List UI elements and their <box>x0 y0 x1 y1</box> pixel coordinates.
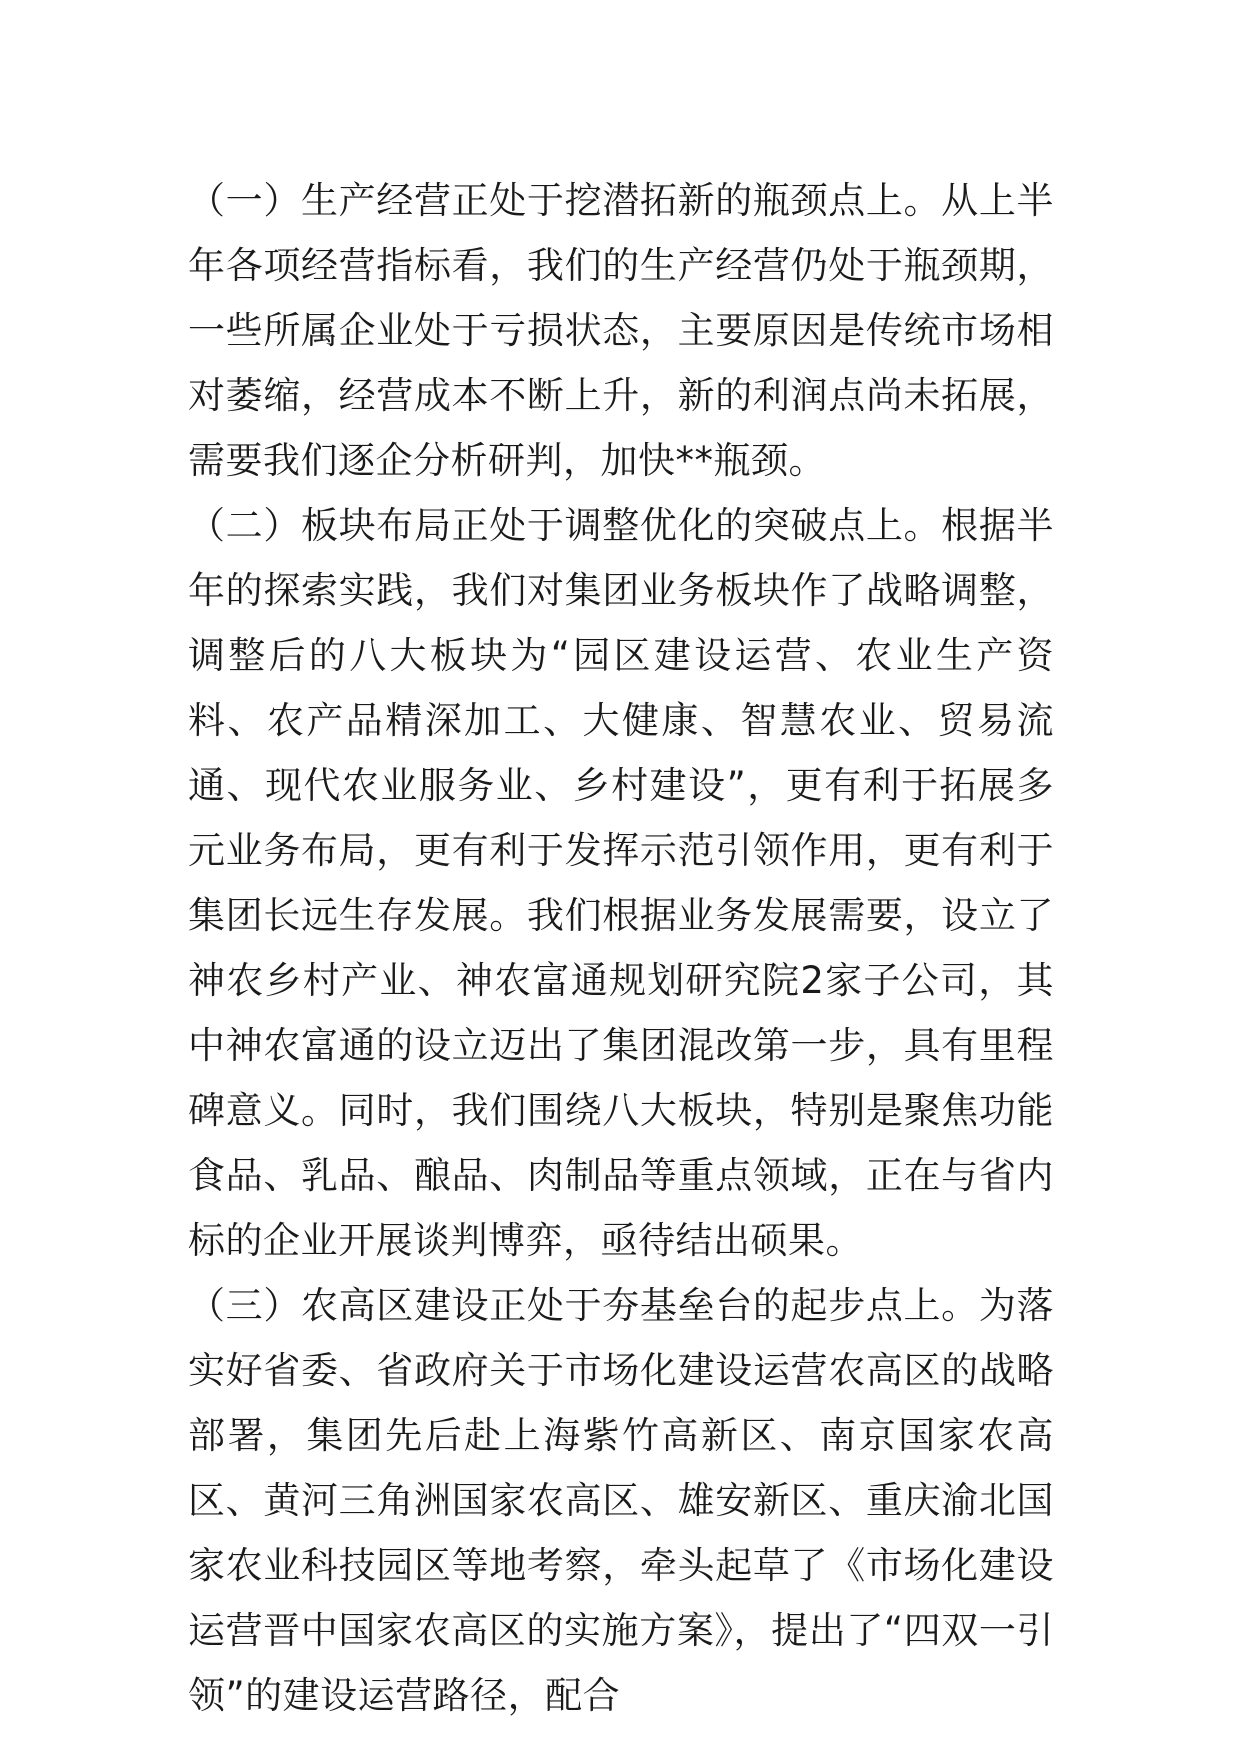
document-body <box>188 168 1054 1728</box>
paragraph-production-operation: （一）生产经营正处于挖潜拓新的瓶颈点上。从上半年各项经营指标看，我们的生产经营仍处于瓶颈期，一些所属企业处于亏损状态，主要原因是传统市场相对萎缩，经营成本不断上升，新的利润点尚未拓展，需要我们逐企分析研判，加快**瓶颈。 <box>188 179 1054 482</box>
paragraph-business-layout: （二）板块布局正处于调整优化的突破点上。根据半年的探索实践，我们对集团业务板块作了战略调整，调整后的八大板块为“园区建设运营、农业生产资料、农产品精深加工、大健康、智慧农业、贸易流通、现代农业服务业、乡村建设”，更有利于拓展多元业务布局，更有利于发挥示范引领作用，更有利于集团长远生存发展。我们根据业务发展需要，设立了神农乡村产业、神农富通规划研究院2家子公司，其中神农富通的设立迈出了集团混改第一步，具有里程碑意义。同时，我们围绕八大板块，特别是聚焦功能食品、乳品、酿品、肉制品等重点领域，正在与省内标的企业开展谈判博弈，亟待结出硕果。 <box>188 504 1054 1262</box>
paragraph-agri-hightech-zone: （三）农高区建设正处于夯基垒台的起步点上。为落实好省委、省政府关于市场化建设运营农高区的战略部署，集团先后赴上海紫竹高新区、南京国家农高区、黄河三角洲国家农高区、雄安新区、重庆渝北国家农业科技园区等地考察，牵头起草了《市场化建设运营晋中国家农高区的实施方案》，提出了“四双一引领”的建设运营路径，配合 <box>188 1284 1054 1717</box>
